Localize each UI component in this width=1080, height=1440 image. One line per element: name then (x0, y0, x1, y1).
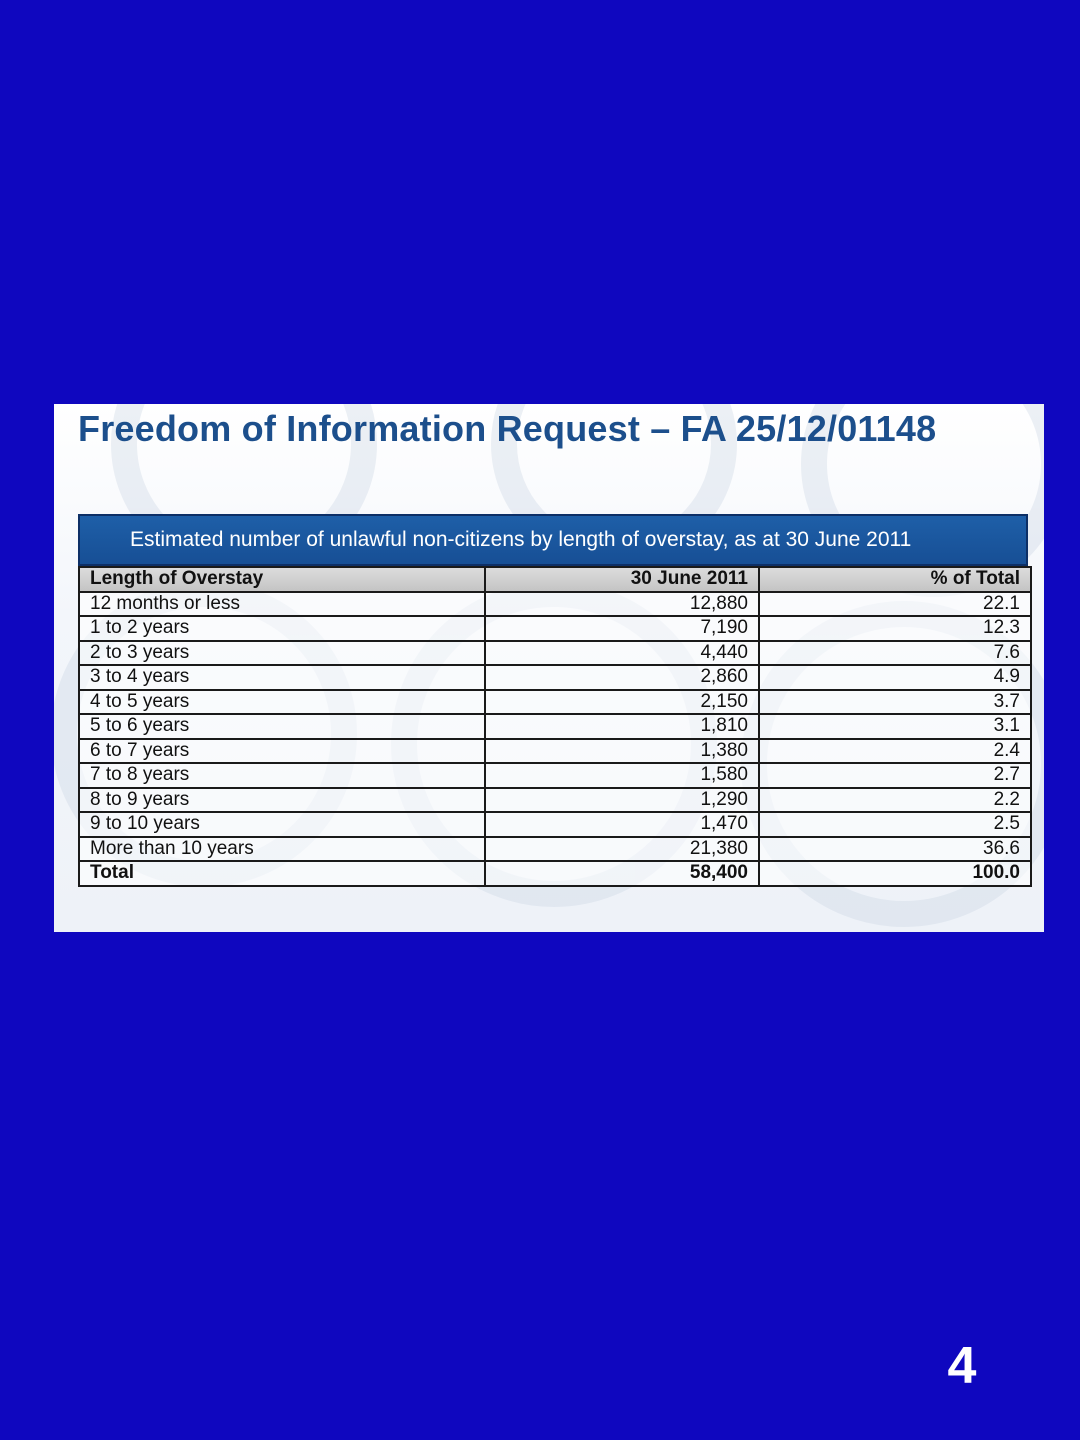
row-label: 3 to 4 years (79, 665, 485, 690)
table-caption: Estimated number of unlawful non-citizens by length of overstay, as at 30 June 2011 (78, 514, 1028, 566)
page-number: 4 (947, 1337, 977, 1395)
row-label: 8 to 9 years (79, 788, 485, 813)
table-row (79, 837, 1031, 862)
row-count: 1,380 (485, 739, 759, 764)
table-row (79, 739, 1031, 764)
table-row (79, 714, 1031, 739)
row-count: 1,470 (485, 812, 759, 837)
row-count: 2,150 (485, 690, 759, 715)
row-percent: 2.2 (759, 788, 1031, 813)
table-row (79, 690, 1031, 715)
overstay-table-container (78, 514, 1028, 887)
header-length-of-overstay: Length of Overstay (79, 567, 485, 592)
row-label: 2 to 3 years (79, 641, 485, 666)
row-label: 12 months or less (79, 592, 485, 617)
table-row (79, 641, 1031, 666)
row-label: 4 to 5 years (79, 690, 485, 715)
row-count: 1,580 (485, 763, 759, 788)
row-count: 7,190 (485, 616, 759, 641)
row-percent: 22.1 (759, 592, 1031, 617)
total-label: Total (79, 861, 485, 886)
row-percent: 12.3 (759, 616, 1031, 641)
row-label: 7 to 8 years (79, 763, 485, 788)
row-count: 1,290 (485, 788, 759, 813)
row-count: 21,380 (485, 837, 759, 862)
total-percent: 100.0 (759, 861, 1031, 886)
row-label: More than 10 years (79, 837, 485, 862)
row-count: 12,880 (485, 592, 759, 617)
row-percent: 3.7 (759, 690, 1031, 715)
header-30-june-2011: 30 June 2011 (485, 567, 759, 592)
table-row (79, 812, 1031, 837)
total-count: 58,400 (485, 861, 759, 886)
row-percent: 2.7 (759, 763, 1031, 788)
row-percent: 2.4 (759, 739, 1031, 764)
row-percent: 36.6 (759, 837, 1031, 862)
row-percent: 2.5 (759, 812, 1031, 837)
table-row (79, 616, 1031, 641)
row-label: 9 to 10 years (79, 812, 485, 837)
slide-title: Freedom of Information Request – FA 25/12/01148 (78, 408, 937, 449)
header-percent-of-total: % of Total (759, 567, 1031, 592)
table-row (79, 665, 1031, 690)
slide (54, 404, 1044, 932)
row-count: 1,810 (485, 714, 759, 739)
row-label: 5 to 6 years (79, 714, 485, 739)
table-row (79, 763, 1031, 788)
row-percent: 3.1 (759, 714, 1031, 739)
row-percent: 4.9 (759, 665, 1031, 690)
table-row (79, 592, 1031, 617)
row-count: 4,440 (485, 641, 759, 666)
overstay-table (78, 566, 1032, 887)
table-total-row (79, 861, 1031, 886)
row-label: 1 to 2 years (79, 616, 485, 641)
table-header-row (79, 567, 1031, 592)
row-label: 6 to 7 years (79, 739, 485, 764)
table-row (79, 788, 1031, 813)
row-percent: 7.6 (759, 641, 1031, 666)
row-count: 2,860 (485, 665, 759, 690)
